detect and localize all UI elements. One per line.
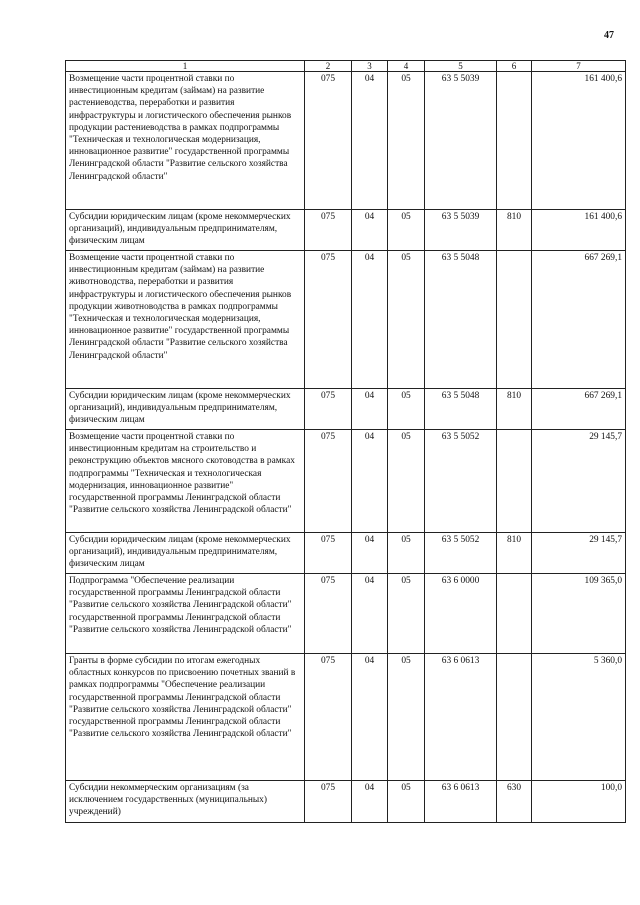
item-name: Субсидии некоммерческим организациям (за исключением государственных (муниципальных) учреждений) bbox=[66, 781, 305, 823]
section-code: 04 bbox=[352, 533, 388, 574]
expense-type-code bbox=[497, 574, 532, 654]
target-article-code: 63 5 5048 bbox=[425, 251, 497, 389]
admin-code: 075 bbox=[305, 533, 352, 574]
section-code: 04 bbox=[352, 210, 388, 251]
amount: 667 269,1 bbox=[532, 389, 626, 430]
expense-type-code bbox=[497, 654, 532, 781]
admin-code: 075 bbox=[305, 251, 352, 389]
section-code: 04 bbox=[352, 430, 388, 533]
expense-type-code: 810 bbox=[497, 210, 532, 251]
header-cell: 2 bbox=[305, 61, 352, 72]
target-article-code: 63 5 5039 bbox=[425, 210, 497, 251]
admin-code: 075 bbox=[305, 72, 352, 210]
admin-code: 075 bbox=[305, 389, 352, 430]
section-code: 04 bbox=[352, 251, 388, 389]
subsection-code: 05 bbox=[388, 533, 425, 574]
subsection-code: 05 bbox=[388, 251, 425, 389]
subsection-code: 05 bbox=[388, 72, 425, 210]
target-article-code: 63 6 0000 bbox=[425, 574, 497, 654]
item-name: Гранты в форме субсидии по итогам ежегодных областных конкурсов по присвоению почетных званий в рамках подпрограммы "Обеспечение реализации государственной программы Ленинградской области "Развитие сельского хозяйства Ленинградской области" государственной программы Ленинградской области "Развитие сельского хозяйства Ленинградской области" bbox=[66, 654, 305, 781]
page-number: 47 bbox=[604, 30, 614, 41]
expense-type-code: 810 bbox=[497, 389, 532, 430]
expense-type-code: 630 bbox=[497, 781, 532, 823]
table-row bbox=[66, 574, 626, 654]
item-name: Возмещение части процентной ставки по инвестиционным кредитам на строительство и реконструкцию объектов мясного скотоводства в рамках подпрограммы "Техническая и технологическая модернизация, инновационное развитие" государственной программы Ленинградской области "Развитие сельского хозяйства Ленинградской области" bbox=[66, 430, 305, 533]
item-name: Субсидии юридическим лицам (кроме некоммерческих организаций), индивидуальным предпринимателям, физическим лицам bbox=[66, 210, 305, 251]
header-cell: 4 bbox=[388, 61, 425, 72]
table-row bbox=[66, 430, 626, 533]
amount: 667 269,1 bbox=[532, 251, 626, 389]
subsection-code: 05 bbox=[388, 430, 425, 533]
target-article-code: 63 5 5052 bbox=[425, 533, 497, 574]
table-row bbox=[66, 654, 626, 781]
table-row bbox=[66, 533, 626, 574]
admin-code: 075 bbox=[305, 781, 352, 823]
section-code: 04 bbox=[352, 574, 388, 654]
table-header-row bbox=[66, 61, 626, 72]
amount: 29 145,7 bbox=[532, 533, 626, 574]
amount: 100,0 bbox=[532, 781, 626, 823]
subsection-code: 05 bbox=[388, 781, 425, 823]
target-article-code: 63 6 0613 bbox=[425, 781, 497, 823]
subsection-code: 05 bbox=[388, 654, 425, 781]
header-cell: 5 bbox=[425, 61, 497, 72]
table-row bbox=[66, 781, 626, 823]
target-article-code: 63 5 5048 bbox=[425, 389, 497, 430]
admin-code: 075 bbox=[305, 430, 352, 533]
amount: 5 360,0 bbox=[532, 654, 626, 781]
item-name: Подпрограмма "Обеспечение реализации государственной программы Ленинградской области "Развитие сельского хозяйства Ленинградской области" государственной программы Ленинградской области "Развитие сельского хозяйства Ленинградской области" bbox=[66, 574, 305, 654]
section-code: 04 bbox=[352, 654, 388, 781]
admin-code: 075 bbox=[305, 574, 352, 654]
header-cell: 6 bbox=[497, 61, 532, 72]
amount: 29 145,7 bbox=[532, 430, 626, 533]
table-row bbox=[66, 210, 626, 251]
amount: 109 365,0 bbox=[532, 574, 626, 654]
section-code: 04 bbox=[352, 389, 388, 430]
budget-table bbox=[65, 60, 626, 823]
item-name: Возмещение части процентной ставки по инвестиционным кредитам (займам) на развитие животноводства, переработки и развития инфраструктуры и логистического обеспечения рынков продукции животноводства в рамках подпрограммы "Техническая и технологическая модернизация, инновационное развитие" государственной программы Ленинградской области "Развитие сельского хозяйства Ленинградской области" bbox=[66, 251, 305, 389]
target-article-code: 63 5 5052 bbox=[425, 430, 497, 533]
target-article-code: 63 6 0613 bbox=[425, 654, 497, 781]
subsection-code: 05 bbox=[388, 574, 425, 654]
expense-type-code: 810 bbox=[497, 533, 532, 574]
expense-type-code bbox=[497, 251, 532, 389]
expense-type-code bbox=[497, 72, 532, 210]
admin-code: 075 bbox=[305, 654, 352, 781]
table-row bbox=[66, 251, 626, 389]
table-row bbox=[66, 389, 626, 430]
header-cell: 3 bbox=[352, 61, 388, 72]
amount: 161 400,6 bbox=[532, 210, 626, 251]
admin-code: 075 bbox=[305, 210, 352, 251]
header-cell: 7 bbox=[532, 61, 626, 72]
table-row bbox=[66, 72, 626, 210]
expense-type-code bbox=[497, 430, 532, 533]
target-article-code: 63 5 5039 bbox=[425, 72, 497, 210]
item-name: Субсидии юридическим лицам (кроме некоммерческих организаций), индивидуальным предпринимателям, физическим лицам bbox=[66, 533, 305, 574]
amount: 161 400,6 bbox=[532, 72, 626, 210]
item-name: Субсидии юридическим лицам (кроме некоммерческих организаций), индивидуальным предпринимателям, физическим лицам bbox=[66, 389, 305, 430]
subsection-code: 05 bbox=[388, 210, 425, 251]
section-code: 04 bbox=[352, 72, 388, 210]
subsection-code: 05 bbox=[388, 389, 425, 430]
header-cell: 1 bbox=[66, 61, 305, 72]
section-code: 04 bbox=[352, 781, 388, 823]
item-name: Возмещение части процентной ставки по инвестиционным кредитам (займам) на развитие растениеводства, переработки и развития инфраструктуры и логистического обеспечения рынков продукции растениеводства в рамках подпрограммы "Техническая и технологическая модернизация, инновационное развитие" государственной программы Ленинградской области "Развитие сельского хозяйства Ленинградской области" bbox=[66, 72, 305, 210]
